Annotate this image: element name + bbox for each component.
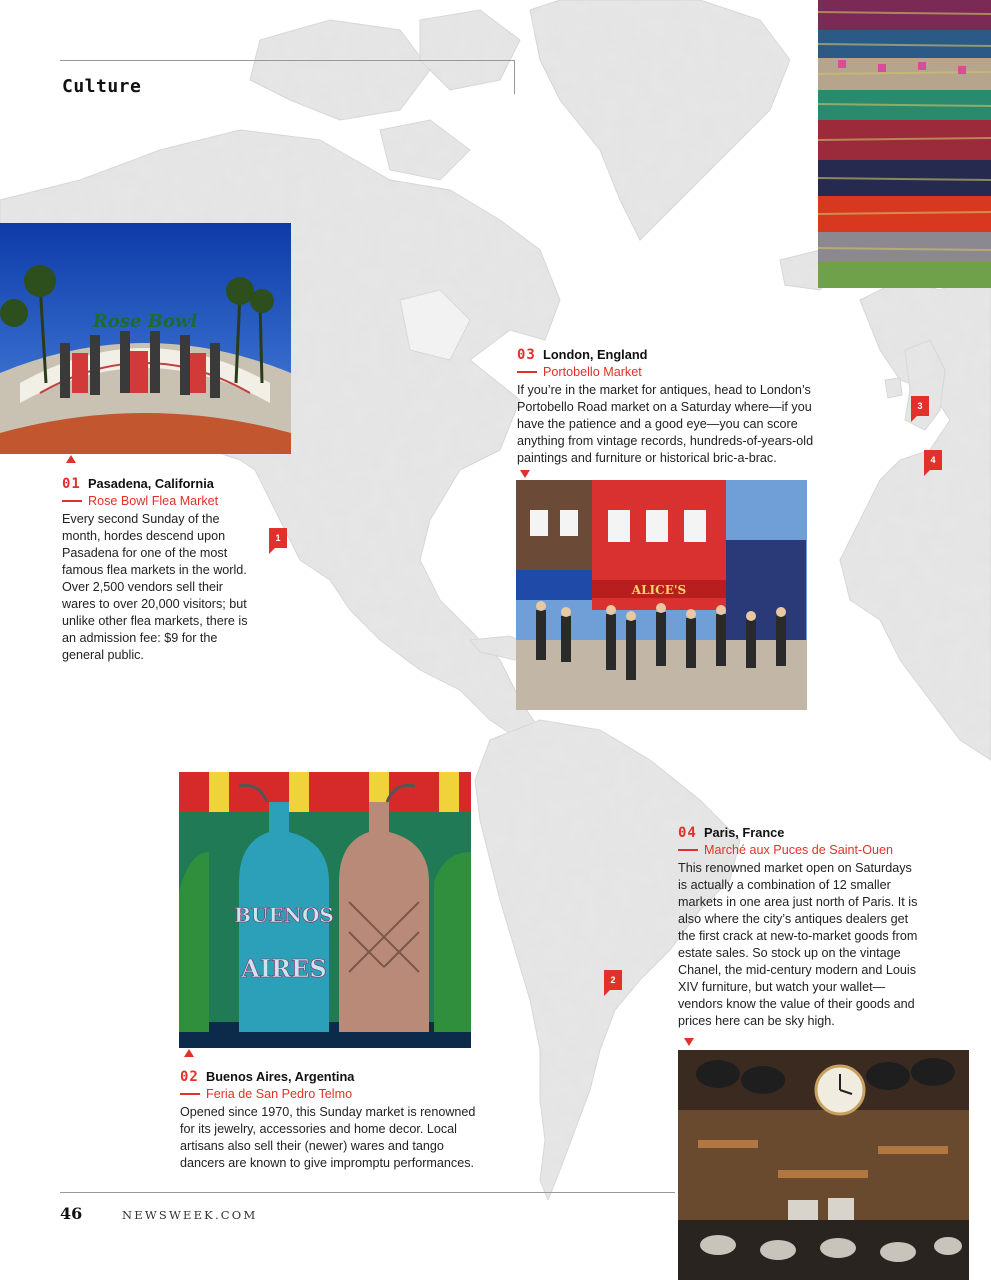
- entry-pasadena: [62, 475, 252, 664]
- header-rule-tick: [514, 60, 515, 94]
- entry-market: Rose Bowl Flea Market: [88, 494, 219, 508]
- pointer-arrow-04: [684, 1038, 694, 1046]
- map-pin-4: 4: [924, 450, 942, 470]
- entry-body: Opened since 1970, this Sunday market is renowned for its jewelry, accessories and home decor. Local artisans also sell their (newer) wares and tango dancers are known to give impromptu performances.: [180, 1105, 476, 1170]
- entry-body: Every second Sunday of the month, hordes descend upon Pasadena for one of the most famous flea markets in the world. Over 2,500 vendors sell their wares to over 20,000 visitors; but unlike other flea markets, there is an admission fee: $9 for the general public.: [62, 512, 248, 662]
- entry-market: Portobello Market: [543, 365, 642, 379]
- entry-number: 01: [62, 476, 81, 492]
- red-dash: [62, 500, 82, 502]
- entry-buenos-aires: [180, 1068, 485, 1172]
- red-dash: [180, 1093, 200, 1095]
- bottles-photo: [179, 772, 471, 1048]
- bottle-text-buenos: BUENOS: [234, 903, 334, 927]
- rose-bowl-photo: [0, 223, 291, 454]
- alices-sign: ALICE'S: [631, 583, 687, 597]
- entry-number: 02: [180, 1069, 199, 1085]
- pointer-arrow-03: [520, 470, 530, 478]
- entry-market: Marché aux Puces de Saint-Ouen: [704, 843, 894, 857]
- map-pin-2: 2: [604, 970, 622, 990]
- page-number: 46: [60, 1204, 83, 1223]
- footer-rule: [60, 1192, 675, 1193]
- red-dash: [517, 371, 537, 373]
- entry-city: Paris, France: [704, 825, 785, 840]
- entry-city: London, England: [543, 347, 648, 362]
- portobello-photo: [516, 480, 807, 710]
- red-dash: [678, 849, 698, 851]
- entry-market: Feria de San Pedro Telmo: [206, 1087, 353, 1101]
- section-label: Culture: [62, 76, 142, 97]
- entry-london: [517, 346, 817, 467]
- site-name: NEWSWEEK.COM: [122, 1208, 258, 1222]
- entry-body: If you’re in the market for antiques, head to London’s Portobello Road market on a Saturday where—if you have the patience and a good eye—you can score anything from vintage records, hundreds-of-years-old paintings and furniture or historical bric-a-brac.: [517, 383, 814, 465]
- map-pin-1: 1: [269, 528, 287, 548]
- textiles-photo: [818, 0, 991, 288]
- header-rule: [60, 60, 515, 61]
- map-pin-3: 3: [911, 396, 929, 416]
- pointer-arrow-01: [66, 455, 76, 463]
- entry-paris: [678, 824, 918, 1030]
- entry-city: Pasadena, California: [88, 476, 214, 491]
- entry-number: 03: [517, 347, 536, 363]
- bottle-text-aires: AIRES: [241, 954, 327, 983]
- entry-city: Buenos Aires, Argentina: [206, 1069, 355, 1084]
- entry-number: 04: [678, 825, 697, 841]
- entry-body: This renowned market open on Saturdays is actually a combination of 12 smaller markets in one area just north of Paris. It is also where the city’s antiques dealers get the first crack at new-to-market goods from estate sales. So stock up on the vintage Chanel, the mid-century modern and Louis XIV furniture, but watch your wallet—vendors know the value of their goods and prices here can be sky high.: [678, 861, 918, 1028]
- paris-photo: [678, 1050, 969, 1280]
- rose-bowl-sign: Rose Bowl: [92, 311, 198, 332]
- pointer-arrow-02: [184, 1049, 194, 1057]
